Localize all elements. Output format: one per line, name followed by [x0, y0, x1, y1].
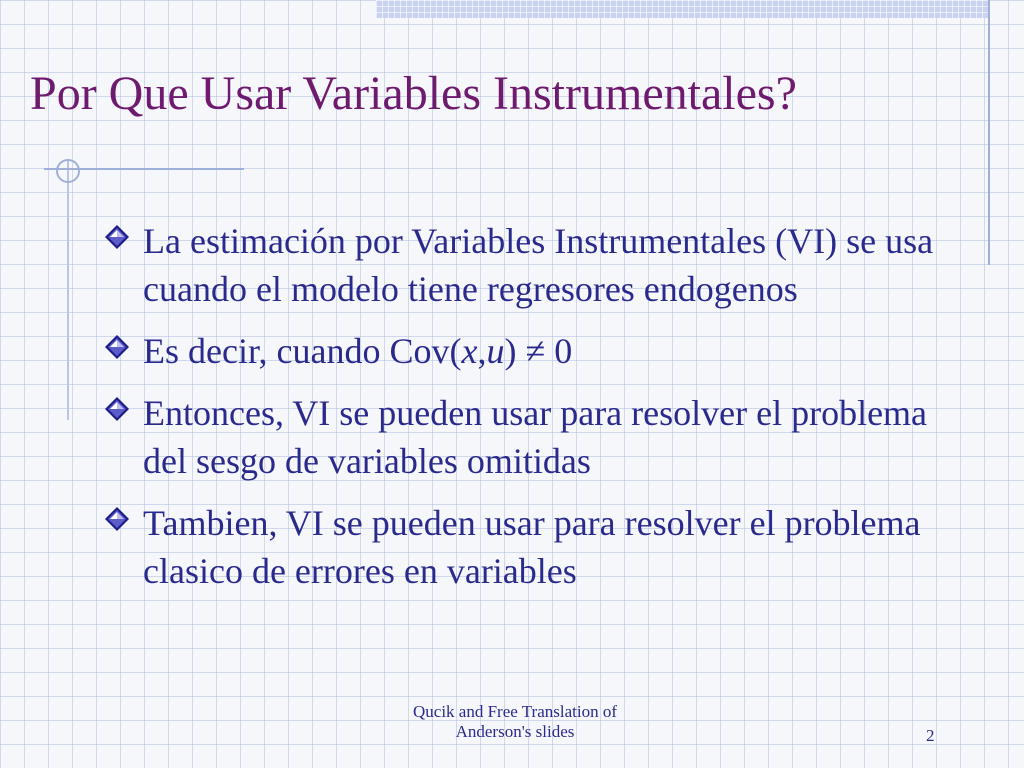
slide-title: Por Que Usar Variables Instrumentales?	[30, 67, 797, 120]
corner-decoration	[376, 0, 988, 18]
bullet-text-post: ) ≠ 0	[504, 331, 573, 371]
diamond-bullet-icon	[104, 396, 130, 422]
right-vertical-line	[988, 0, 990, 265]
bullet-text: La estimación por Variables Instrumentales (VI) se usa cuando el modelo tiene regresores endogenos	[143, 221, 934, 309]
bullet-list	[100, 217, 980, 609]
bullet-text: Tambien, VI se pueden usar para resolver el problema clasico de errores en variables	[143, 503, 921, 591]
circle-ornament	[56, 159, 80, 183]
bullet-text-pre: Es decir, cuando Cov(	[143, 331, 462, 371]
left-vertical-line	[67, 160, 69, 420]
math-var-u: u	[486, 331, 505, 371]
diamond-bullet-icon	[104, 224, 130, 250]
math-comma: ,	[477, 331, 487, 371]
diamond-bullet-icon	[104, 334, 130, 360]
footer-line-1: Qucik and Free Translation of	[413, 702, 617, 721]
diamond-bullet-icon	[104, 506, 130, 532]
bullet-text	[143, 331, 572, 371]
bullet-item	[100, 389, 980, 485]
bullet-item	[100, 327, 980, 375]
slide-footer	[380, 702, 650, 742]
footer-line-2: Anderson's slides	[455, 722, 575, 741]
bullet-item	[100, 217, 980, 313]
page-number: 2	[926, 726, 935, 745]
math-var-x: x	[461, 331, 478, 371]
bullet-text: Entonces, VI se pueden usar para resolver el problema del sesgo de variables omitidas	[143, 393, 928, 481]
bullet-item	[100, 499, 980, 595]
